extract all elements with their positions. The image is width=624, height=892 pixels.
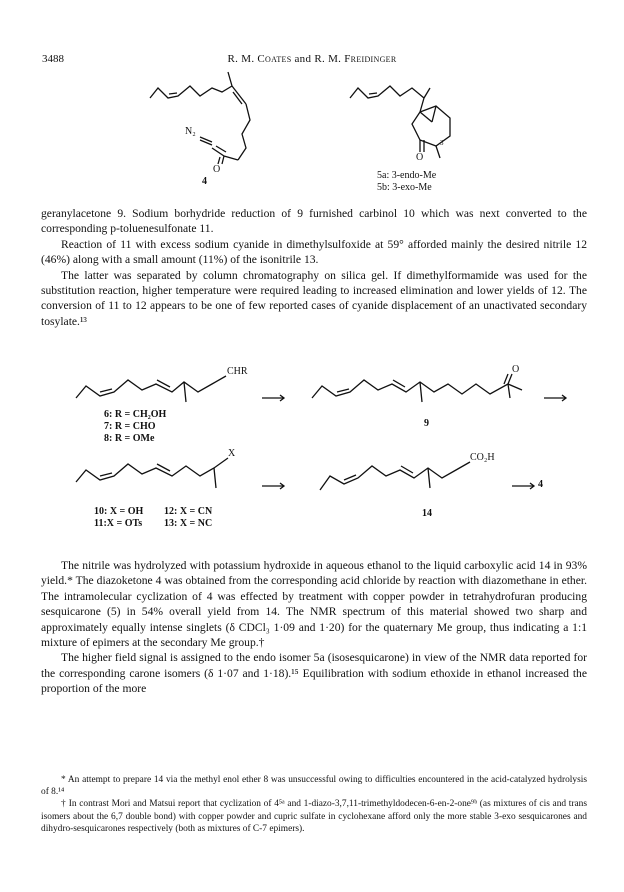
- ketone-oxygen: O: [512, 364, 520, 375]
- paragraph-3: The latter was separated by column chromatography on silica gel. If dimethylformamide was used for the substitution reaction, higher temperature were required leading to increased elimination and lower yields of 12. The conversion of 11 to 12 appears to be one of few reported cases of cyanide displacement of an unactivated secondary tosylate.¹³: [41, 268, 587, 328]
- co2h-label: CO₂H: [470, 452, 495, 463]
- paragraph-4: The nitrile was hydrolyzed with potassium hydroxide in aqueous ethanol to the liquid carboxylic acid 14 in 93% yield.* The diazoketone 4 was obtained from the corresponding acid chloride by reaction with diazomethane in ether. The intramolecular cyclization of 4 was effected by treatment with copper powder in tetrahydrofuran producing sesquicarone (5) in 54% overall yield from 14. The NMR spectrum of this material showed two sharp and approximately equally intense singlets (δ CDCl₃ 1·09 and 1·20) for the quaternary Me group, thus indicating a 1:1 mixture of epimers at the secondary Me group.†: [41, 559, 587, 650]
- author2: Freidinger: [344, 53, 397, 65]
- compound4-label: 4: [202, 176, 207, 187]
- author1: Coates: [257, 53, 292, 65]
- compound4-n2: N₂: [185, 126, 196, 137]
- paragraph-5: The higher field signal is assigned to the endo isomer 5a (isosesquicarone) in view of the NMR data reported for the corresponding carone isomers (δ 1·07 and 1·18).¹⁵ Equilibration with sodium ethoxide in ethanol increased the proportion of the more: [41, 651, 587, 696]
- compound9-label: 9: [424, 418, 429, 429]
- compound5a-label: 5a: 3-endo-Me: [377, 170, 437, 181]
- label-10: 10: X = OH: [94, 506, 144, 517]
- footnote-1: * An attempt to prepare 14 via the methyl enol ether 8 was unsuccessful owing to difficulties encountered in the acid-catalyzed hydrolysis of 8.¹⁴: [41, 775, 587, 798]
- compound14-label: 14: [422, 508, 432, 519]
- paragraph-1: geranylacetone 9. Sodium borhydride reduction of 9 furnished carbinol 10 which was next converted to the corresponding p-toluenesulfonate 11.: [41, 207, 587, 236]
- r-label-7: 7: R = CHO: [104, 421, 156, 432]
- compound5b-label: 5b: 3-exo-Me: [377, 182, 432, 193]
- authors-and: and R. M.: [291, 53, 345, 65]
- label-11: 11:X = OTs: [94, 518, 143, 529]
- label-12: 12: X = CN: [164, 506, 213, 517]
- footnote-2: † In contrast Mori and Matsui report that cyclization of 4⁵ᵃ and 1-diazo-3,7,11-trimethyldodecen-6-en-2-one⁹ᵇ (as mixtures of cis and trans isomers about the 6,7 double bond) with copper powder and cupric sulfate in cyclohexane afford only the more stable 3-exo sesquicarones and dihydro-sesquicarones respectively (both as mixtures of C-7 epimers).: [41, 799, 587, 834]
- chr-label: CHR: [227, 366, 248, 377]
- x-label: X: [228, 448, 236, 459]
- compound5-locant: 3: [440, 139, 444, 147]
- paragraph-2: Reaction of 11 with excess sodium cyanide in dimethylsulfoxide at 59° afforded mainly the desired nitrile 12 (46%) along with a small amount (11%) of the isonitrile 13.: [41, 237, 587, 267]
- arrow-target-4: 4: [538, 479, 543, 490]
- footnotes: [41, 774, 587, 835]
- r-label-6: 6: R = CH₂OH: [104, 409, 167, 420]
- compound4-oxygen: O: [213, 164, 221, 175]
- authors-prefix: R. M.: [227, 53, 258, 65]
- r-label-8: 8: R = OMe: [104, 433, 155, 444]
- body-section-2: [41, 558, 587, 697]
- page-number: 3488: [42, 53, 64, 65]
- compound5-oxygen: O: [416, 152, 424, 163]
- label-13: 13: X = NC: [164, 518, 213, 529]
